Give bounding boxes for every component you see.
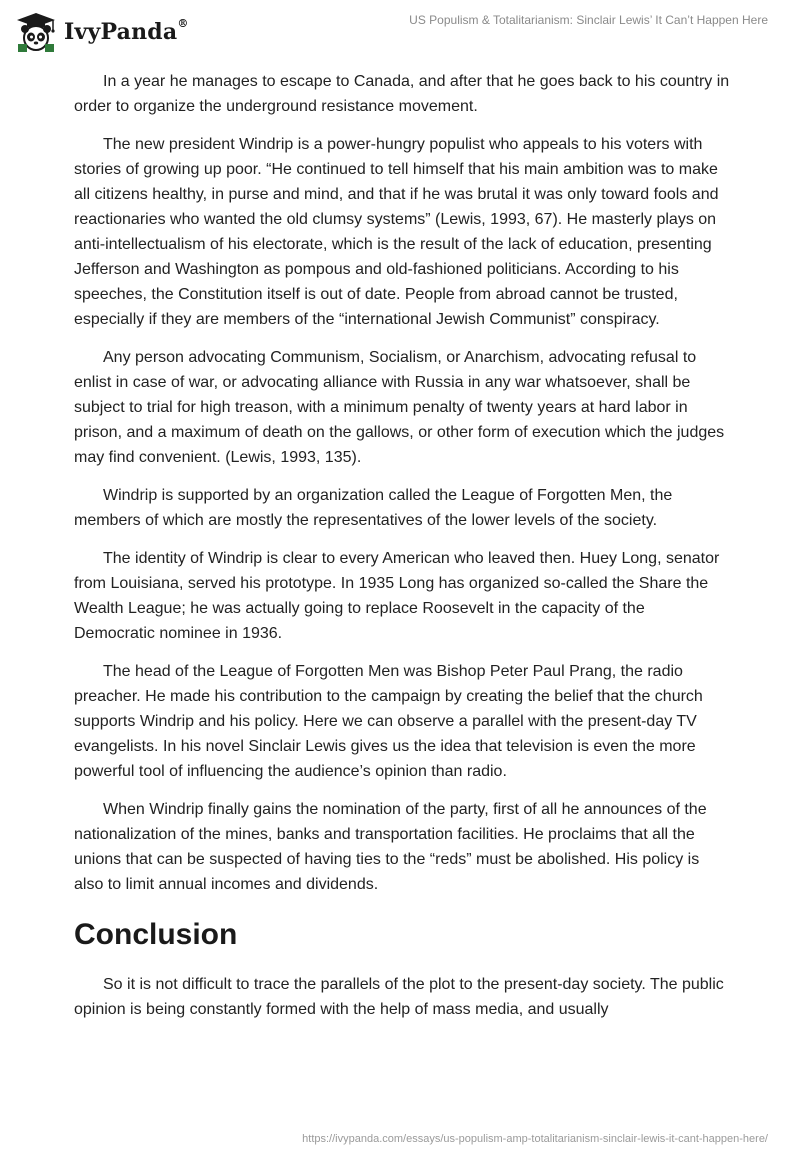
body-paragraph: The identity of Windrip is clear to every American who leaved then. Huey Long, senator from Louisiana, served his prototype. In 1935 Long has organized so-called the Share the Wealth League; he was actually going to replace Roosevelt in the capacity of the Democratic nominee in 1936. (74, 550, 720, 642)
body-paragraph: In a year he manages to escape to Canada, and after that he goes back to his country in order to organize the underground resistance movement. (74, 73, 730, 115)
body-paragraph: When Windrip finally gains the nomination of the party, first of all he announces of the nationalization of the mines, banks and transportation facilities. He proclaims that all the unions that can be suspected of having ties to the “reds” must be abolished. His policy is also to limit annual incomes and dividends. (74, 801, 707, 893)
body-paragraph: The head of the League of Forgotten Men was Bishop Peter Paul Prang, the radio preacher. He made his contribution to the campaign by creating the belief that the church supports Windrip and his policy. Here we can observe a parallel with the present-day TV evangelists. In his novel Sinclair Lewis gives us the idea that television is even the more powerful tool of influencing the audience’s opinion than radio. (74, 663, 703, 780)
brand-name: IvyPanda® (64, 17, 189, 45)
essay-body (74, 69, 730, 1035)
panda-graduate-icon (14, 10, 58, 54)
source-url[interactable]: https://ivypanda.com/essays/us-populism-amp-totalitarianism-sinclair-lewis-it-cant-happen-here/ (302, 1133, 768, 1145)
body-paragraph: Windrip is supported by an organization called the League of Forgotten Men, the members of which are mostly the representatives of the lower levels of the society. (74, 487, 673, 529)
section-heading-conclusion: Conclusion (74, 918, 238, 951)
conclusion-paragraph: So it is not difficult to trace the parallels of the plot to the present-day society. The public opinion is being constantly formed with the help of mass media, and usually (74, 976, 724, 1018)
brand-logo[interactable] (14, 10, 189, 54)
body-paragraph: The new president Windrip is a power-hungry populist who appeals to his voters with stories of growing up poor. “He continued to tell himself that his main ambition was to make all citizens healthy, in purse and mind, and that if he was brutal it was only toward fools and reactionaries who wanted the old clumsy systems” (Lewis, 1993, 67). He masterly plays on anti-intellectualism of his electorate, which is the result of the lack of education, presenting Jefferson and Washington as pompous and old-fashioned politicians. According to his speeches, the Constitution itself is out of date. People from abroad cannot be trusted, especially if they are members of the “international Jewish Communist” conspiracy. (74, 136, 719, 328)
body-paragraph: Any person advocating Communism, Socialism, or Anarchism, advocating refusal to enlist in case of war, or advocating alliance with Russia in any war whatsoever, shall be subject to trial for high treason, with a minimum penalty of twenty years at hard labor in prison, and a maximum of death on the gallows, or other form of execution which the judges may find convenient. (Lewis, 1993, 135). (74, 349, 725, 466)
document-title: US Populism & Totalitarianism: Sinclair Lewis’ It Can’t Happen Here (409, 13, 768, 27)
page-header (0, 0, 800, 64)
